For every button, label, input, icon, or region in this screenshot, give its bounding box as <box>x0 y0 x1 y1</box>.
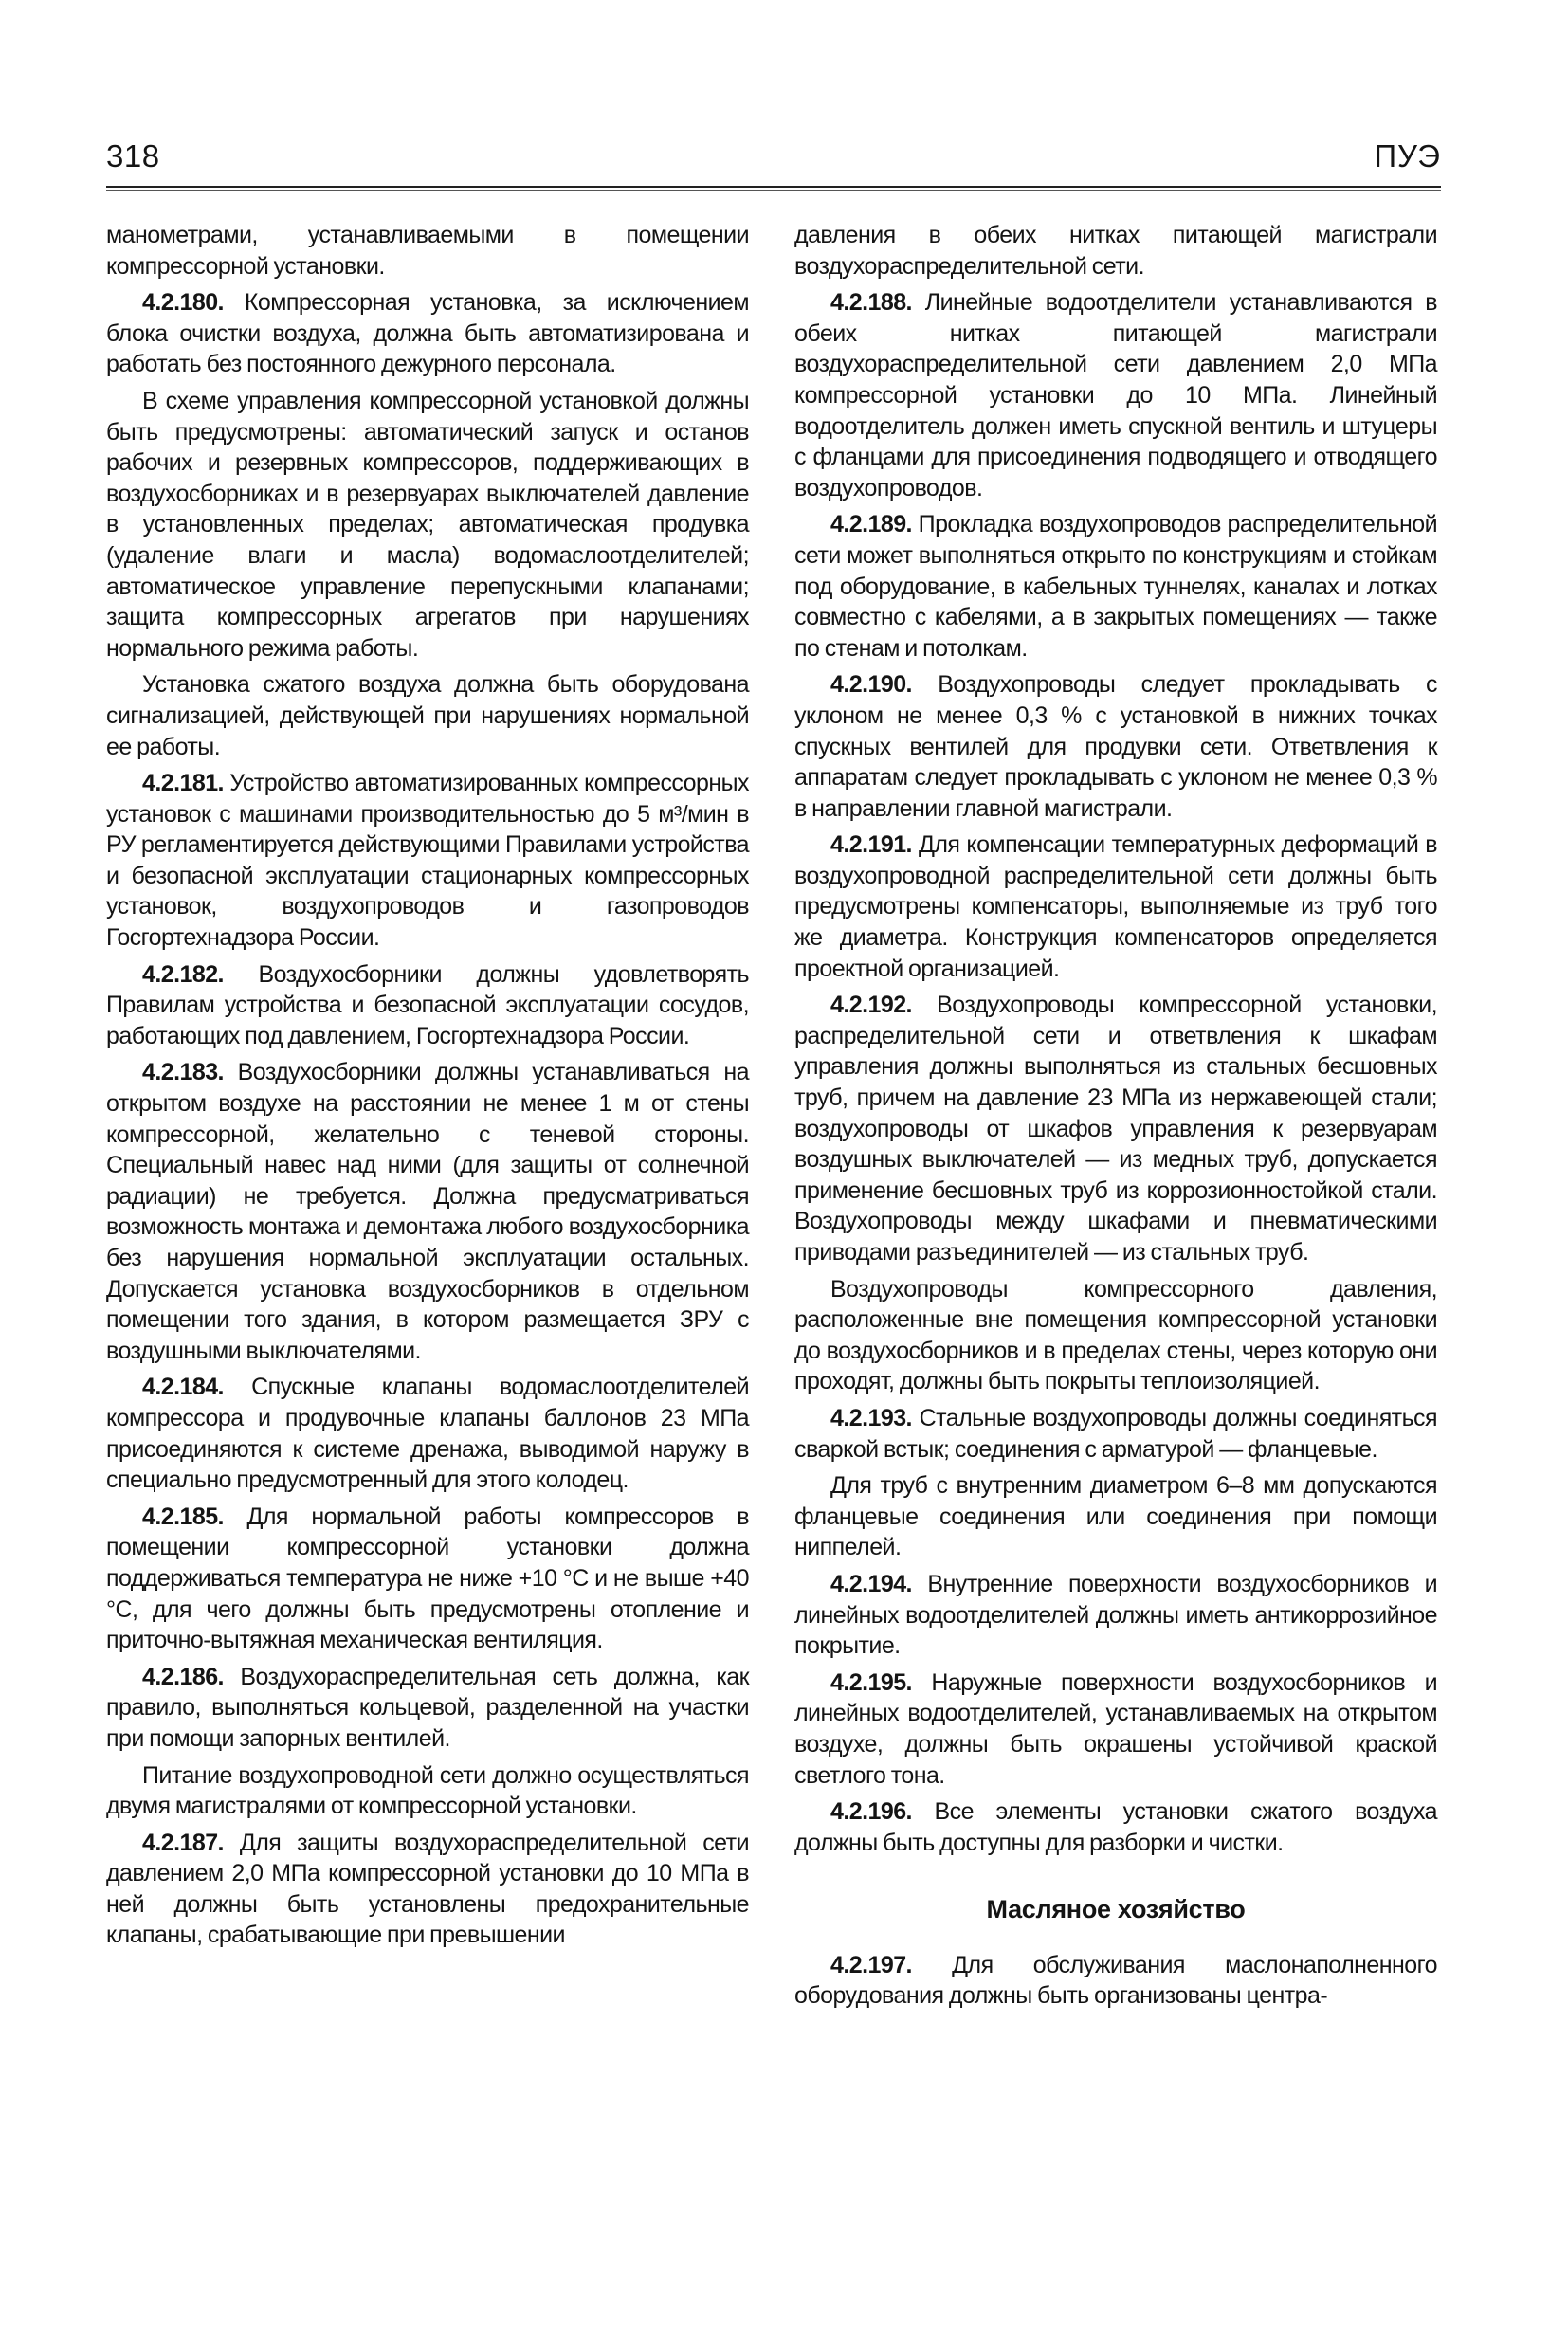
paragraph <box>794 509 1437 664</box>
paragraph-text: Для нормальной работы компрессоров в помещении компрессорной установки должна поддерживаться температура не ниже +10 °С и не выше +40 °С, для чего должны быть предусмотрены отопление и приточно-вытяжная механическая вентиляция. <box>106 1503 749 1654</box>
clause-number: 4.2.193. <box>830 1404 912 1431</box>
clause-number: 4.2.184. <box>142 1374 224 1401</box>
clause-number: 4.2.182. <box>142 960 224 988</box>
paragraph <box>794 1470 1437 1563</box>
paragraph <box>794 1403 1437 1465</box>
paragraph-text: Компрессорная установка, за исключением блока очистки воздуха, должна быть автоматизирована и работать без постоянного дежурного персонала. <box>106 289 749 378</box>
paragraph-text: Воздухопроводы компрессорной установки, распределительной сети и ответвления к шкафам управления должны выполняться из стальных бесшовных труб, причем на давление 23 МПа из нержавеющей стали; воздухопроводы от шкафов управления к резервуарам воздушных выключателей — из медных труб, допускается применение бесшовных труб из коррозионностойкой стали. Воздухопроводы между шкафами и пневматическими приводами разъединителей — из стальных труб. <box>794 992 1437 1266</box>
paragraph-text: Воздухопроводы компрессорного давления, расположенные вне помещения компрессорной установки до воздухосборников и в пределах стены, через которую они проходят, должны быть покрыты теплоизоляцией. <box>794 1275 1437 1395</box>
paragraph <box>794 829 1437 984</box>
left-column <box>106 220 749 1957</box>
paragraph <box>106 1502 749 1656</box>
page-header <box>106 138 1441 188</box>
paragraph-text: Спускные клапаны водомаслоотделителей компрессора и продувочные клапаны баллонов 23 МПа присоединяются к системе дренажа, выводимой наружу в специально предусмотренный для этого колодец. <box>106 1374 749 1494</box>
clause-number: 4.2.191. <box>830 831 912 859</box>
paragraph <box>794 1569 1437 1662</box>
paragraph <box>794 287 1437 503</box>
paragraph-text: Прокладка воздухопроводов распределительной сети может выполняться открыто по конструкциям и стойкам под оборудование, в кабельных туннелях, каналах и лотках совместно с кабелями, а в закрытых помещениях — также по стенам и потолкам. <box>794 511 1437 662</box>
paragraph <box>794 220 1437 282</box>
clause-number: 4.2.190. <box>830 671 912 699</box>
paragraph <box>794 1274 1437 1397</box>
clause-number: 4.2.186. <box>142 1663 224 1690</box>
running-title: ПУЭ <box>1374 138 1441 173</box>
header-rule <box>106 186 1441 188</box>
section-heading: Масляное хозяйство <box>986 1895 1246 1924</box>
paragraph <box>106 386 749 664</box>
clause-number: 4.2.192. <box>830 992 912 1019</box>
paragraph <box>106 669 749 762</box>
paragraph-text: В схеме управления компрессорной установкой должны быть предусмотрены: автоматический запуск и останов рабочих и резервных компрессоров, поддерживающих в воздухосборниках и в резервуарах выключателей давление в установленных пределах; автоматическая продувка (удаление влаги и масла) водомаслоотделителей; автоматическое управление перепускными клапанами; защита компрессорных агрегатов при нарушениях нормального режима работы. <box>106 387 749 662</box>
paragraph <box>794 1668 1437 1791</box>
clause-number: 4.2.197. <box>830 1951 912 1978</box>
paragraph-text: Для компенсации температурных деформаций в воздухопроводной распределительной сети должны быть предусмотрены компенсаторы, выполняемые из труб того же диаметра. Конструкция компенсаторов определяется проектной организацией. <box>794 831 1437 982</box>
paragraph <box>106 220 749 282</box>
paragraph <box>794 990 1437 1267</box>
clause-number: 4.2.189. <box>830 511 912 538</box>
paragraph <box>106 959 749 1052</box>
paragraph-text: давления в обеих нитках питающей магистрали воздухораспределительной сети. <box>794 222 1437 280</box>
paragraph <box>794 669 1437 824</box>
right-column <box>794 220 1437 2017</box>
paragraph-text: Стальные воздухопроводы должны соединяться сваркой встык; соединения с арматурой — фланцевые. <box>794 1404 1437 1463</box>
clause-number: 4.2.183. <box>142 1059 224 1086</box>
paragraph-text: Питание воздухопроводной сети должно осуществляться двумя магистралями от компрессорной установки. <box>106 1761 749 1820</box>
paragraph-text: Все элементы установки сжатого воздуха должны быть доступны для разборки и чистки. <box>794 1798 1437 1856</box>
page-number: 318 <box>106 138 160 173</box>
paragraph <box>106 287 749 380</box>
paragraph-text: манометрами, устанавливаемыми в помещении компрессорной установки. <box>106 222 749 280</box>
paragraph-text: Для труб с внутренним диаметром 6–8 мм допускаются фланцевые соединения или соединения при помощи ниппелей. <box>794 1472 1437 1561</box>
clause-number: 4.2.181. <box>142 770 224 797</box>
paragraph-text: Внутренние поверхности воздухосборников и линейных водоотделителей должны иметь антикоррозийное покрытие. <box>794 1570 1437 1660</box>
paragraph-text: Для защиты воздухораспределительной сети давлением 2,0 МПа компрессорной установки до 10 МПа в ней должны быть установлены предохранительные клапаны, срабатывающие при превышении <box>106 1829 749 1949</box>
paragraph <box>794 1950 1437 2012</box>
paragraph <box>106 1662 749 1755</box>
paragraph <box>794 1796 1437 1858</box>
clause-number: 4.2.187. <box>142 1829 224 1856</box>
paragraph <box>106 768 749 954</box>
paragraph-text: Устройство автоматизированных компрессорных установок с машинами производительностью до 5 м³/мин в РУ регламентируется действующими Правилами устройства и безопасной эксплуатации стационарных компрессорных установок, воздухопроводов и газопроводов Госгортехнадзора России. <box>106 770 749 952</box>
paragraph-text: Воздухосборники должны удовлетворять Правилам устройства и безопасной эксплуатации сосудов, работающих под давлением, Госгортехнадзора России. <box>106 960 749 1049</box>
paragraph-text: Линейные водоотделители устанавливаются в обеих нитках питающей магистрали воздухораспределительной сети давлением 2,0 МПа компрессорной установки до 10 МПа. Линейный водоотделитель должен иметь спускной вентиль и штуцеры с фланцами для присоединения подводящего и отводящего воздухопроводов. <box>794 289 1437 501</box>
paragraph <box>106 1372 749 1495</box>
paragraph <box>106 1760 749 1822</box>
clause-number: 4.2.180. <box>142 289 224 317</box>
paragraph <box>106 1828 749 1951</box>
clause-number: 4.2.185. <box>142 1503 224 1530</box>
clause-number: 4.2.195. <box>830 1668 912 1696</box>
clause-number: 4.2.196. <box>830 1798 912 1826</box>
paragraph-text: Воздухосборники должны устанавливаться на открытом воздухе на расстоянии не менее 1 м от стены компрессорной, желательно с теневой стороны. Специальный навес над ними (для защиты от солнечной радиации) не требуется. Должна предусматриваться возможность монтажа и демонтажа любого воздухосборника без нарушения нормальной эксплуатации остальных. Допускается установка воздухосборников в отдельном помещении того здания, в котором размещается ЗРУ с воздушными выключателями. <box>106 1059 749 1364</box>
paragraph-text: Воздухопроводы следует прокладывать с уклоном не менее 0,3 % с установкой в нижних точках спускных вентилей для продувки сети. Ответвления к аппаратам следует прокладывать с уклоном не менее 0,3 % в направлении главной магистрали. <box>794 671 1437 822</box>
paragraph-text: Установка сжатого воздуха должна быть оборудована сигнализацией, действующей при нарушениях нормальной ее работы. <box>106 671 749 760</box>
header-rule-thin <box>106 190 1441 191</box>
paragraph-text: Для обслуживания маслонаполненного оборудования должны быть организованы центра- <box>794 1951 1437 2010</box>
paragraph <box>106 1057 749 1366</box>
clause-number: 4.2.188. <box>830 289 912 317</box>
paragraph-text: Воздухораспределительная сеть должна, как правило, выполняться кольцевой, разделенной на участки при помощи запорных вентилей. <box>106 1663 749 1752</box>
clause-number: 4.2.194. <box>830 1570 912 1597</box>
paragraph-text: Наружные поверхности воздухосборников и линейных водоотделителей, устанавливаемых на открытом воздухе, должны быть окрашены устойчивой краской светлого тона. <box>794 1668 1437 1789</box>
